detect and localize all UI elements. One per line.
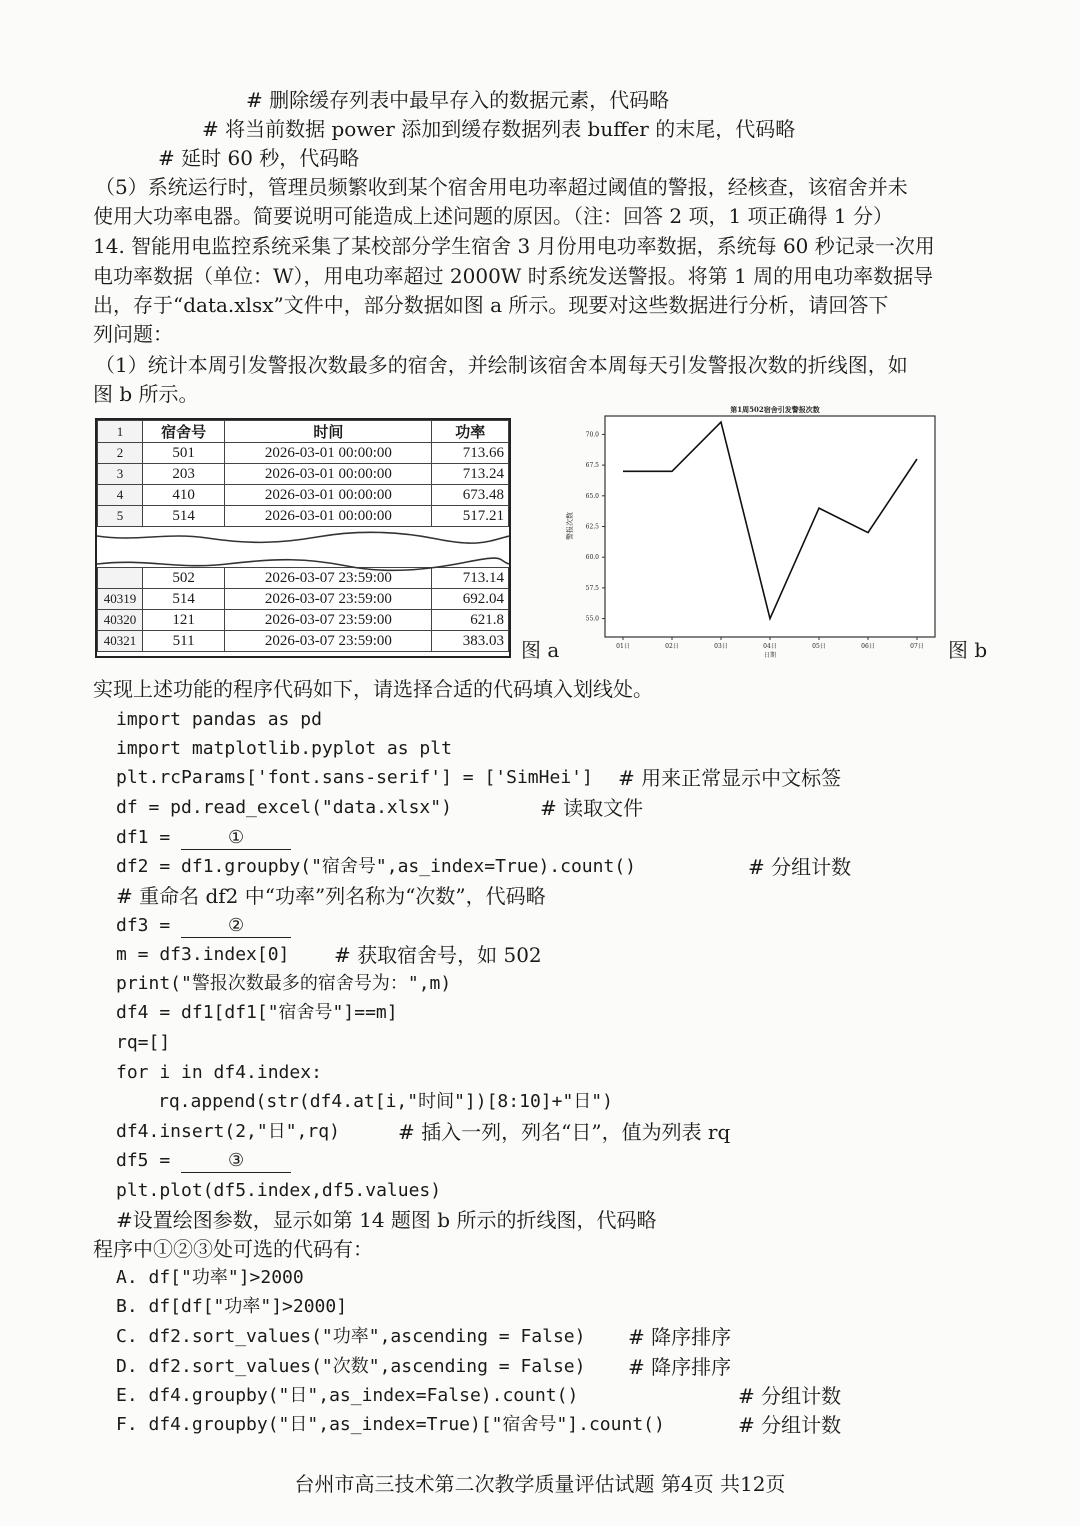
row-number: 40319: [98, 589, 143, 610]
question-5-line: 使用大功率电器。简要说明可能造成上述问题的原因。（注：回答 2 项，1 项正确得 1 分）: [93, 204, 893, 228]
x-tick-label: 04日: [763, 643, 777, 650]
cell-power: 713.24: [432, 464, 509, 485]
table-row: [98, 631, 509, 652]
code-comment: # 获取宿舍号，如 502: [334, 943, 542, 967]
figure-a-table: [95, 418, 511, 658]
cell-power: 673.48: [432, 485, 509, 506]
answer-blank-3[interactable]: ③: [181, 1150, 291, 1173]
cell-power: 713.14: [432, 568, 509, 589]
code-line-blank-1: [116, 823, 291, 853]
page-footer: 台州市高三技术第二次教学质量评估试题 第4页 共12页: [294, 1472, 786, 1496]
code-line: # 重命名 df2 中“功率”列名称为“次数”，代码略: [116, 884, 546, 908]
code-text: df1 =: [116, 827, 182, 848]
code-line-blank-2: [116, 911, 291, 941]
row-number: 5: [98, 506, 143, 527]
cell-dorm: 502: [143, 568, 225, 589]
question-14-line: 图 b 所示。: [93, 382, 199, 406]
x-tick-label: 05日: [812, 643, 826, 650]
code-line: print("警报次数最多的宿舍号为：",m): [116, 973, 452, 994]
x-tick-label: 03日: [714, 643, 728, 650]
cell-power: 621.8: [432, 610, 509, 631]
option-d: D. df2.sort_values("次数",ascending = False): [116, 1356, 586, 1377]
chart-title: 第1周502宿舍引发警报次数: [730, 405, 820, 414]
table-row: [98, 443, 509, 464]
code-comment: # 插入一列，列名“日”，值为列表 rq: [398, 1120, 731, 1144]
cell-time: 2026-03-07 23:59:00: [225, 568, 432, 589]
code-line: for i in df4.index:: [116, 1062, 322, 1083]
option-comment: # 分组计数: [738, 1384, 842, 1408]
option-comment: # 分组计数: [738, 1413, 842, 1437]
code-line: rq=[]: [116, 1032, 171, 1053]
option-c: C. df2.sort_values("功率",ascending = False): [116, 1326, 586, 1347]
code-comment: # 分组计数: [748, 855, 852, 879]
code-line: import pandas as pd: [116, 709, 322, 730]
options-intro: 程序中①②③处可选的代码有：: [93, 1237, 373, 1261]
cell-time: 2026-03-01 00:00:00: [225, 485, 432, 506]
figure-a-label: 图 a: [521, 638, 560, 662]
code-comment-line: # 删除缓存列表中最早存入的数据元素，代码略: [246, 88, 670, 112]
code-comment: # 读取文件: [540, 796, 644, 820]
option-f: F. df4.groupby("日",as_index=True)["宿舍号"].count(): [116, 1414, 665, 1435]
option-comment: # 降序排序: [628, 1325, 732, 1349]
code-line: plt.plot(df5.index,df5.values): [116, 1180, 442, 1201]
torn-edge-decoration: [97, 528, 509, 576]
cell-time: 2026-03-01 00:00:00: [225, 464, 432, 485]
row-number: 3: [98, 464, 143, 485]
code-comment-line: # 延时 60 秒，代码略: [158, 146, 360, 170]
cell-power: 517.21: [432, 506, 509, 527]
column-header: 宿舍号: [143, 421, 225, 443]
code-text: df3 =: [116, 915, 182, 936]
code-line: import matplotlib.pyplot as plt: [116, 738, 452, 759]
cell-dorm: 501: [143, 443, 225, 464]
cell-time: 2026-03-07 23:59:00: [225, 631, 432, 652]
cell-dorm: 514: [143, 589, 225, 610]
y-tick-label: 67.5: [585, 462, 599, 470]
table-header-row: [98, 421, 509, 443]
code-line: plt.rcParams['font.sans-serif'] = ['SimHei']: [116, 767, 593, 788]
x-tick-label: 01日: [616, 643, 630, 650]
table-row: [98, 610, 509, 631]
option-b: B. df[df["功率"]>2000]: [116, 1296, 348, 1317]
code-line: df4.insert(2,"日",rq): [116, 1121, 340, 1142]
question-14-line: 出，存于“data.xlsx”文件中，部分数据如图 a 所示。现要对这些数据进行分析，请回答下: [93, 293, 889, 317]
figure-b-line-chart: [560, 400, 950, 662]
x-tick-label: 07日: [910, 643, 924, 650]
cell-power: 713.66: [432, 443, 509, 464]
table-row: [98, 464, 509, 485]
code-text: df5 =: [116, 1150, 182, 1171]
column-header: 功率: [432, 421, 509, 443]
plot-area: [605, 416, 935, 637]
code-line: df2 = df1.groupby("宿舍号",as_index=True).count(): [116, 856, 636, 877]
answer-blank-2[interactable]: ②: [181, 915, 291, 938]
cell-dorm: 410: [143, 485, 225, 506]
y-tick-label: 62.5: [585, 523, 599, 531]
code-line-blank-3: [116, 1146, 291, 1176]
question-14-line: 电功率数据（单位：W），用电功率超过 2000W 时系统发送警报。将第 1 周的用电功率数据导: [93, 264, 934, 288]
y-tick-label: 55.0: [585, 615, 599, 623]
y-tick-label: 60.0: [585, 554, 599, 562]
intro-text: 实现上述功能的程序代码如下，请选择合适的代码填入划线处。: [93, 677, 653, 701]
question-14-line: （1）统计本周引发警报次数最多的宿舍，并绘制该宿舍本周每天引发警报次数的折线图，如: [95, 353, 908, 377]
option-a: A. df["功率"]>2000: [116, 1267, 304, 1288]
cell-power: 692.04: [432, 589, 509, 610]
y-axis-label: 警报次数: [566, 512, 574, 540]
option-comment: # 降序排序: [628, 1355, 732, 1379]
cell-dorm: 511: [143, 631, 225, 652]
row-number: 4: [98, 485, 143, 506]
y-tick-label: 57.5: [585, 584, 599, 592]
table-row: [98, 589, 509, 610]
figure-b-label: 图 b: [948, 638, 988, 662]
row-number: 40321: [98, 631, 143, 652]
cell-dorm: 203: [143, 464, 225, 485]
question-14-line: 14. 智能用电监控系统采集了某校部分学生宿舍 3 月份用电功率数据，系统每 60 秒记录一次用: [93, 234, 935, 258]
y-tick-label: 65.0: [585, 492, 599, 500]
x-tick-label: 02日: [665, 643, 679, 650]
question-5-line: （5）系统运行时，管理员频繁收到某个宿舍用电功率超过阈值的警报，经核查，该宿舍并未: [95, 175, 908, 199]
code-comment-line: # 将当前数据 power 添加到缓存数据列表 buffer 的末尾，代码略: [202, 117, 796, 141]
row-number: 2: [98, 443, 143, 464]
x-axis-label: 日期: [763, 652, 777, 659]
row-number: 40320: [98, 610, 143, 631]
table-row: [98, 506, 509, 527]
cell-dorm: 514: [143, 506, 225, 527]
cell-time: 2026-03-07 23:59:00: [225, 589, 432, 610]
code-line: df = pd.read_excel("data.xlsx"): [116, 797, 452, 818]
cell-dorm: 121: [143, 610, 225, 631]
cell-power: 383.03: [432, 631, 509, 652]
table-row: [98, 485, 509, 506]
cell-time: 2026-03-07 23:59:00: [225, 610, 432, 631]
option-e: E. df4.groupby("日",as_index=False).count(): [116, 1385, 579, 1406]
code-comment: # 用来正常显示中文标签: [618, 766, 842, 790]
y-tick-label: 70.0: [585, 431, 599, 439]
question-14-line: 列问题：: [93, 322, 173, 346]
code-line: rq.append(str(df4.at[i,"时间"])[8:10]+"日"): [158, 1091, 613, 1112]
cell-time: 2026-03-01 00:00:00: [225, 443, 432, 464]
x-tick-label: 06日: [861, 643, 875, 650]
code-line: #设置绘图参数，显示如第 14 题图 b 所示的折线图，代码略: [116, 1208, 657, 1232]
code-line: df4 = df1[df1["宿舍号"]==m]: [116, 1002, 398, 1023]
column-header: 时间: [225, 421, 432, 443]
code-line: m = df3.index[0]: [116, 944, 290, 965]
row-number: 1: [98, 421, 143, 443]
cell-time: 2026-03-01 00:00:00: [225, 506, 432, 527]
answer-blank-1[interactable]: ①: [181, 827, 291, 850]
